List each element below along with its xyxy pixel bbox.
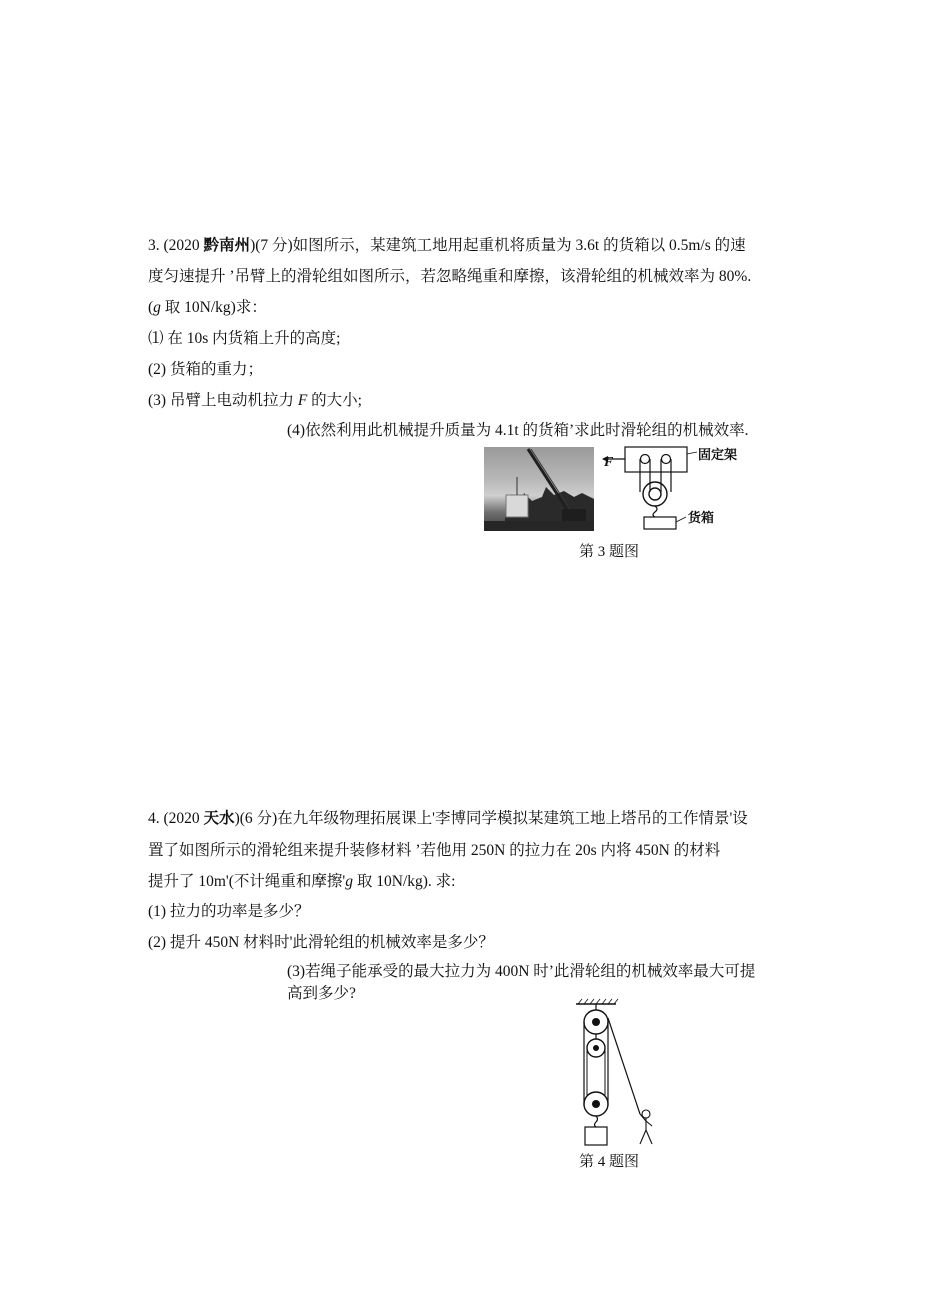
pull-rope — [608, 1018, 640, 1114]
q4-item3-line1: (3)若绳子能承受的最大拉力为 400N 时’此滑轮组的机械效率最大可提 — [287, 963, 756, 980]
q3-item1: ⑴ 在 10s 内货箱上升的高度; — [148, 330, 341, 347]
q4-pulley-diagram — [570, 996, 660, 1151]
movable-pulley — [643, 482, 667, 506]
q3-line2: 度匀速提升 ’吊臂上的滑轮组如图所示，若忽略绳重和摩擦，该滑轮组的机械效率为 80%. — [148, 268, 752, 285]
q4-item2: (2) 提升 450N 材料时'此滑轮组的机械效率是多少？ — [148, 934, 494, 951]
q4-line2: 置了如图所示的滑轮组来提升装修材料 ’若他用 250N 的拉力在 20s 内将 450N 的材料 — [148, 842, 721, 859]
q3-item2: (2) 货箱的重力； — [148, 361, 263, 378]
q3-line1: 3. (2020 黔南州)(7 分)如图所示，某建筑工地用起重机将质量为 3.6t 的货箱以 0.5m/s 的速 — [148, 237, 746, 254]
q4-item1: (1) 拉力的功率是多少？ — [148, 903, 310, 920]
q3-force-label: F — [604, 455, 614, 470]
q3-item4: (4)依然利用此机械提升质量为 4.1t 的货箱’求此时滑轮组的机械效率. — [287, 422, 749, 439]
fixed-frame — [625, 447, 687, 472]
q4-line3: 提升了 10m'(不计绳重和摩擦'g 取 10N/kg). 求: — [148, 873, 456, 890]
q3-source: 黔南州 — [203, 237, 251, 254]
q4-line1: 4. (2020 天水)(6 分)在九年级物理拓展课上'李博同学模拟某建筑工地上塔吊的工作情景'设 — [148, 810, 748, 827]
q3-caption: 第 3 题图 — [579, 544, 640, 560]
load-block — [585, 1127, 607, 1145]
q4-item3-line2: 高到多少? — [287, 985, 356, 1002]
q3-item3: (3) 吊臂上电动机拉力 F 的大小; — [148, 392, 362, 409]
q3-line3: (g 取 10N/kg)求： — [148, 299, 267, 316]
crane-photo — [484, 447, 594, 531]
q3-frame-label: 固定架 — [698, 447, 738, 462]
q4-source: 天水 — [203, 810, 235, 827]
q3-box-label: 货箱 — [688, 510, 715, 525]
q4-caption: 第 4 题图 — [579, 1154, 640, 1170]
person-head — [642, 1110, 650, 1118]
cargo-box — [644, 517, 676, 529]
